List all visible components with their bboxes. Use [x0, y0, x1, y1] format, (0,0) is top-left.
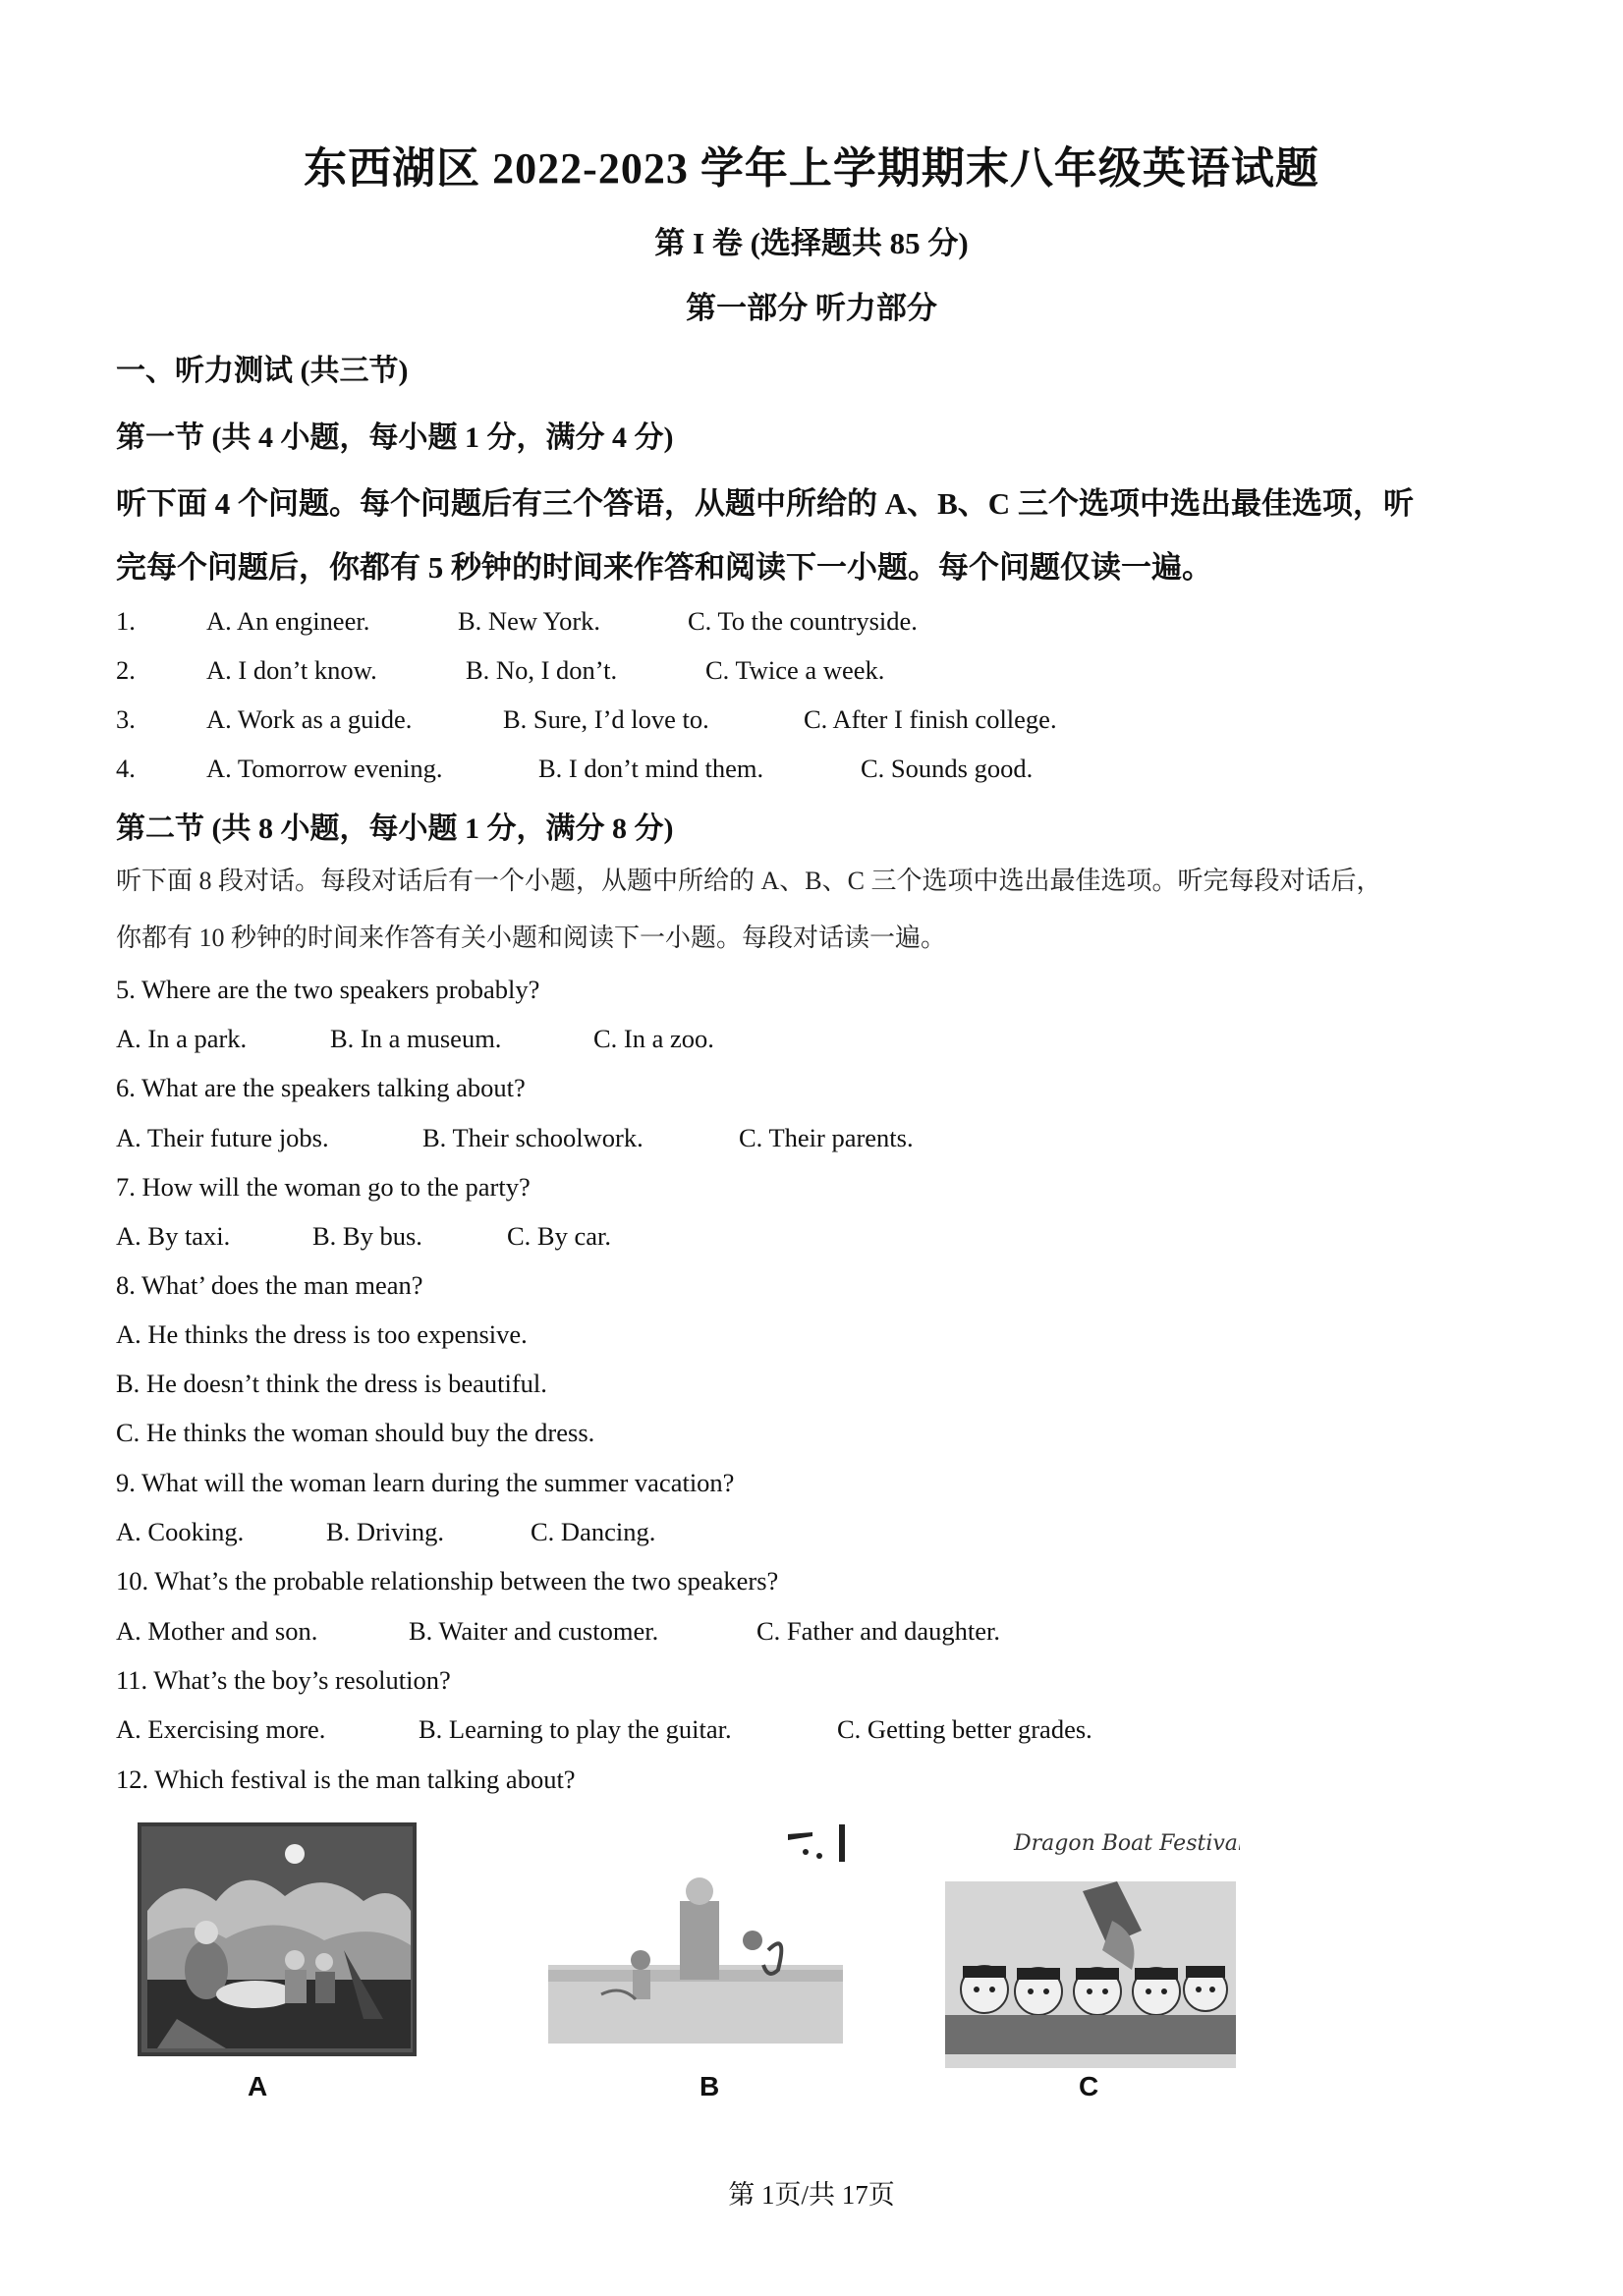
question-9-option-c: C. Dancing. [531, 1517, 656, 1546]
question-number: 3. [116, 704, 136, 734]
question-5-option-b: B. In a museum. [330, 1024, 502, 1053]
question-8-option-a: A. He thinks the dress is too expensive. [116, 1319, 528, 1349]
question-10-option-b: B. Waiter and customer. [409, 1616, 659, 1646]
question-11-option-b: B. Learning to play the guitar. [419, 1714, 732, 1744]
option-a: A. Work as a guide. [206, 704, 413, 734]
dragon-boat-picture [945, 1822, 1240, 2068]
picture-c-title-text: Dragon Boat Festival [1014, 1831, 1240, 1856]
section2-heading: 第二节 (共 8 小题，每小题 1 分，满分 8 分) [116, 812, 674, 845]
volume-heading: 第 I 卷 (选择题共 85 分) [654, 226, 969, 260]
question-5-stem: 5. Where are the two speakers probably? [116, 975, 540, 1004]
question-number: 4. [116, 754, 136, 783]
question-11-stem: 11. What’s the boy’s resolution? [116, 1665, 451, 1695]
picture-a [138, 1822, 417, 2061]
question-7-option-a: A. By taxi. [116, 1221, 231, 1251]
picture-b [542, 1822, 857, 2073]
question-7-option-b: B. By bus. [312, 1221, 422, 1251]
option-a: A. An engineer. [206, 606, 370, 636]
part-heading: 第一部分 听力部分 [686, 291, 937, 325]
option-b: B. New York. [458, 606, 601, 636]
page-footer: 第 1页/共 17页 [728, 2180, 895, 2210]
question-9-stem: 9. What will the woman learn during the summer vacation? [116, 1468, 735, 1497]
question-10-option-a: A. Mother and son. [116, 1616, 318, 1646]
option-b: B. Sure, I’d love to. [503, 704, 709, 734]
mid-autumn-picture [138, 1822, 417, 2056]
exam-title: 东西湖区 2022-2023 学年上学期期末八年级英语试题 [304, 144, 1319, 193]
question-8-stem: 8. What’ does the man mean? [116, 1270, 423, 1300]
section2-instruction-line2: 你都有 10 秒钟的时间来作答有关小题和阅读下一小题。每段对话读一遍。 [116, 924, 947, 952]
option-a: A. I don’t know. [206, 655, 377, 685]
question-6-option-b: B. Their schoolwork. [422, 1123, 644, 1152]
question-5-option-c: C. In a zoo. [593, 1024, 714, 1053]
option-c: C. Sounds good. [861, 754, 1034, 783]
question-12-stem: 12. Which festival is the man talking about? [116, 1764, 576, 1794]
option-c: C. After I finish college. [804, 704, 1057, 734]
question-6-stem: 6. What are the speakers talking about? [116, 1073, 526, 1102]
section1-instruction-line1: 听下面 4 个问题。每个问题后有三个答语，从题中所给的 A、B、C 三个选项中选出最佳选项，听 [116, 486, 1414, 521]
question-11-option-a: A. Exercising more. [116, 1714, 326, 1744]
question-11-option-c: C. Getting better grades. [837, 1714, 1092, 1744]
section1-instruction-line2: 完每个问题后，你都有 5 秒钟的时间来作答和阅读下一小题。每个问题仅读一遍。 [116, 550, 1212, 585]
option-c: C. Twice a week. [705, 655, 885, 685]
section-main-heading: 一、听力测试 (共三节) [116, 355, 409, 387]
section1-heading: 第一节 (共 4 小题，每小题 1 分，满分 4 分) [116, 421, 674, 454]
section2-instruction-line1: 听下面 8 段对话。每段对话后有一个小题，从题中所给的 A、B、C 三个选项中选出最佳选项。听完每段对话后， [116, 867, 1382, 895]
picture-c-label: C [1079, 2071, 1099, 2101]
question-6-option-c: C. Their parents. [739, 1123, 914, 1152]
picture-a-label: A [248, 2071, 268, 2101]
question-8-option-b: B. He doesn’t think the dress is beautiful. [116, 1369, 547, 1398]
question-number: 2. [116, 655, 136, 685]
option-c: C. To the countryside. [688, 606, 918, 636]
question-6-option-a: A. Their future jobs. [116, 1123, 329, 1152]
question-9-option-a: A. Cooking. [116, 1517, 245, 1546]
question-7-option-c: C. By car. [507, 1221, 611, 1251]
question-7-stem: 7. How will the woman go to the party? [116, 1172, 531, 1202]
question-number: 1. [116, 606, 136, 636]
question-10-option-c: C. Father and daughter. [756, 1616, 1001, 1646]
question-10-stem: 10. What’s the probable relationship between the two speakers? [116, 1566, 779, 1596]
option-b: B. No, I don’t. [466, 655, 618, 685]
picture-b-label: B [700, 2071, 720, 2101]
question-8-option-c: C. He thinks the woman should buy the dress. [116, 1418, 595, 1447]
festival-figures-picture [542, 1822, 857, 2068]
question-5-option-a: A. In a park. [116, 1024, 248, 1053]
option-b: B. I don’t mind them. [538, 754, 764, 783]
option-a: A. Tomorrow evening. [206, 754, 443, 783]
picture-c [945, 1822, 1240, 2073]
question-9-option-b: B. Driving. [326, 1517, 444, 1546]
